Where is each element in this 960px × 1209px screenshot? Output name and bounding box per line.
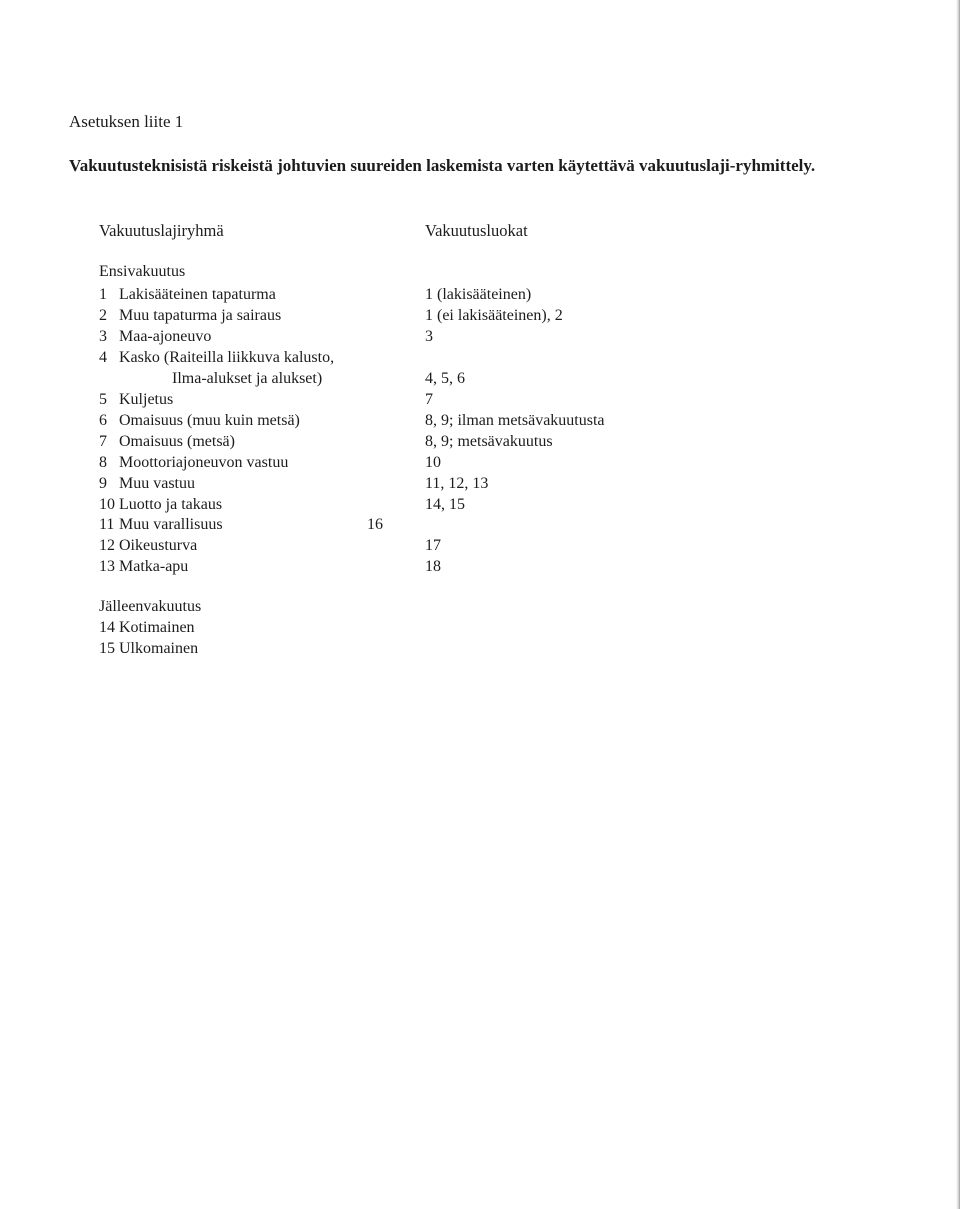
- list-item: [99, 537, 197, 555]
- row-label: Oikeusturva: [119, 537, 198, 554]
- column-header-groups: Vakuutuslajiryhmä: [99, 221, 224, 240]
- list-item: [99, 307, 281, 325]
- list-item: [99, 286, 276, 304]
- row-label: Kasko (Raiteilla liikkuva kalusto,: [119, 349, 335, 366]
- row-number: 14: [99, 619, 115, 636]
- section-heading-direct: Ensivakuutus: [99, 263, 186, 280]
- appendix-label: Asetuksen liite 1: [69, 112, 184, 131]
- row-classes: 11, 12, 13: [425, 475, 489, 492]
- row-number: 5: [99, 391, 107, 408]
- list-item: [99, 558, 188, 576]
- row-number: 12: [99, 537, 115, 554]
- row-number: 10: [99, 496, 115, 513]
- list-item: [99, 640, 198, 658]
- row-classes: 3: [425, 328, 433, 345]
- row-number: 15: [99, 640, 115, 657]
- row-classes: 16: [367, 516, 383, 533]
- row-label: Moottoriajoneuvon vastuu: [119, 454, 289, 471]
- row-classes: 8, 9; metsävakuutus: [425, 433, 553, 450]
- row-classes: 17: [425, 537, 441, 554]
- row-classes: 10: [425, 454, 441, 471]
- section-heading-reinsurance: Jälleenvakuutus: [99, 598, 202, 615]
- row-label: Muu tapaturma ja sairaus: [119, 307, 282, 324]
- list-item: [99, 349, 334, 367]
- column-header-classes: Vakuutusluokat: [425, 221, 528, 240]
- row-number: 6: [99, 412, 107, 429]
- row-number: 11: [99, 516, 115, 533]
- list-item: [99, 475, 195, 493]
- row-label: Omaisuus (metsä): [119, 433, 235, 450]
- row-number: 2: [99, 307, 107, 324]
- row-classes: 1 (lakisääteinen): [425, 286, 532, 303]
- row-label: Omaisuus (muu kuin metsä): [119, 412, 300, 429]
- row-number: 9: [99, 475, 107, 492]
- document-title: Vakuutusteknisistä riskeistä johtuvien suureiden laskemista varten käytettävä vakuutuslaji-ryhmittely.: [69, 156, 816, 175]
- list-item: [99, 328, 211, 346]
- row-label: Matka-apu: [119, 558, 189, 575]
- row-label: Kotimainen: [119, 619, 195, 636]
- list-item: [99, 433, 235, 451]
- row-label-continuation: Ilma-alukset ja alukset): [172, 370, 323, 387]
- scan-edge: [956, 0, 960, 1209]
- list-item: [99, 496, 222, 514]
- list-item: [99, 619, 195, 637]
- row-label: Muu varallisuus: [119, 516, 223, 533]
- row-label: Muu vastuu: [119, 475, 195, 492]
- row-classes: 7: [425, 391, 433, 408]
- row-number: 7: [99, 433, 107, 450]
- row-label: Ulkomainen: [119, 640, 199, 657]
- list-item: [99, 391, 173, 409]
- row-classes: 18: [425, 558, 441, 575]
- row-classes: 1 (ei lakisääteinen), 2: [425, 307, 563, 324]
- list-item: [99, 454, 288, 472]
- row-classes: 4, 5, 6: [425, 370, 465, 387]
- row-number: 8: [99, 454, 107, 471]
- row-label: Maa-ajoneuvo: [119, 328, 212, 345]
- list-item: [99, 516, 223, 534]
- list-item: [99, 412, 300, 430]
- row-number: 3: [99, 328, 107, 345]
- row-label: Luotto ja takaus: [119, 496, 223, 513]
- row-number: 4: [99, 349, 107, 366]
- row-classes: 8, 9; ilman metsävakuutusta: [425, 412, 605, 429]
- row-classes: 14, 15: [425, 496, 465, 513]
- row-label: Lakisääteinen tapaturma: [119, 286, 276, 303]
- row-number: 13: [99, 558, 115, 575]
- row-label: Kuljetus: [119, 391, 174, 408]
- row-number: 1: [99, 286, 107, 303]
